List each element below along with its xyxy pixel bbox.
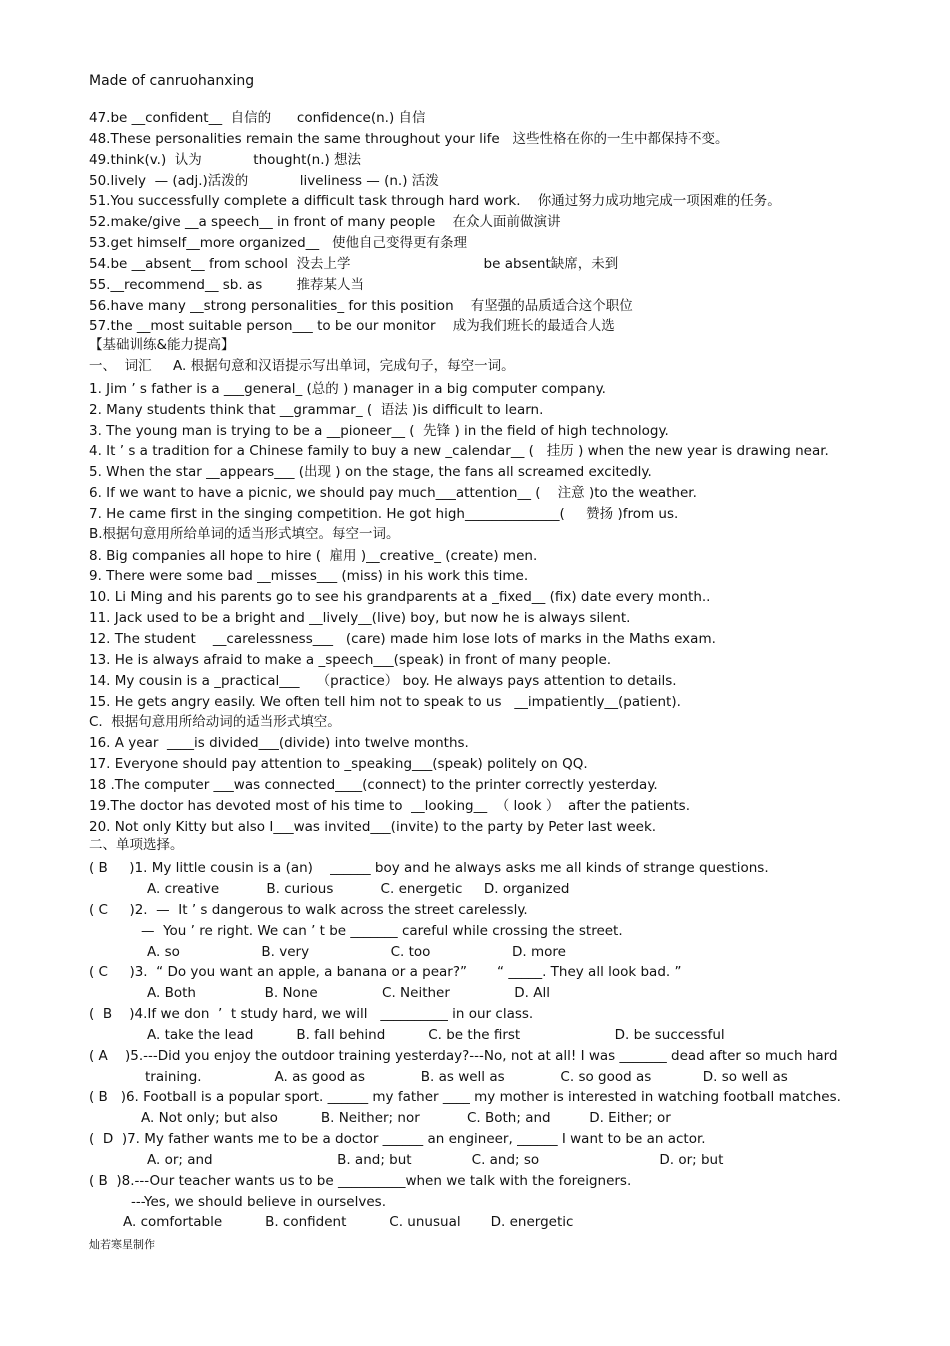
question-6-options: A. Not only; but also B. Neither; nor C. Both; and D. Either; or <box>141 1110 671 1126</box>
exercise-10: 10. Li Ming and his parents go to see his grandparents at a _fixed__ (fix) date every month.. <box>89 589 711 605</box>
question-1: ( B )1. My little cousin is a (an) ______ boy and he always asks me all kinds of strange questions. <box>89 860 769 876</box>
section-heading-c: C. 根据句意用所给动词的适当形式填空。 <box>89 714 341 730</box>
question-7: ( D )7. My father wants me to be a doctor ______ an engineer, ______ I want to be an actor. <box>89 1131 706 1147</box>
exercise-14: 14. My cousin is a _practical___ （practice） boy. He always pays attention to details. <box>89 673 677 689</box>
exercise-8: 8. Big companies all hope to hire ( 雇用 )__creative_ (create) men. <box>89 548 538 564</box>
exercise-3: 3. The young man is trying to be a __pioneer__ ( 先锋 ) in the field of high technology. <box>89 423 669 439</box>
section-heading-training: 【基础训练&能力提高】 <box>89 337 235 353</box>
question-4: ( B )4.If we don ’ t study hard, we will __________ in our class. <box>89 1006 534 1022</box>
vocab-line-51: 51.You successfully complete a difficult task through hard work. 你通过努力成功地完成一项困难的任务。 <box>89 193 781 209</box>
exercise-18: 18 .The computer ___was connected____(connect) to the printer correctly yesterday. <box>89 777 658 793</box>
question-3-options: A. Both B. None C. Neither D. All <box>147 985 550 1001</box>
exercise-1: 1. Jim ’ s father is a ___general_ (总的 ) manager in a big computer company. <box>89 381 606 397</box>
vocab-line-54: 54.be __absent__ from school 没去上学 be absent缺席，未到 <box>89 256 619 272</box>
question-5-options: training. A. as good as B. as well as C. so good as D. so well as <box>145 1069 788 1085</box>
vocab-line-49: 49.think(v.) 认为 thought(n.) 想法 <box>89 152 362 168</box>
question-8: ( B )8.---Our teacher wants us to be __________when we talk with the foreigners. <box>89 1173 632 1189</box>
exercise-2: 2. Many students think that __grammar_ ( 语法 )is difficult to learn. <box>89 402 544 418</box>
section-heading-vocab-a: 一、 词汇 A. 根据句意和汉语提示写出单词，完成句子，每空一词。 <box>89 358 515 374</box>
question-7-options: A. or; and B. and; but C. and; so D. or; but <box>147 1152 724 1168</box>
exercise-7: 7. He came first in the singing competition. He got high______________( 赞扬 )from us. <box>89 506 679 522</box>
vocab-line-57: 57.the __most suitable person___ to be our monitor 成为我们班长的最适合人选 <box>89 318 615 334</box>
question-3: ( C )3. “ Do you want an apple, a banana or a pear?” “ _____. They all look bad. ” <box>89 964 682 980</box>
question-1-options: A. creative B. curious C. energetic D. organized <box>147 881 570 897</box>
exercise-6: 6. If we want to have a picnic, we should pay much___attention__ ( 注意 )to the weather. <box>89 485 697 501</box>
document-header: Made of canruohanxing <box>89 73 255 89</box>
exercise-12: 12. The student __carelessness___ (care) made him lose lots of marks in the Maths exam. <box>89 631 716 647</box>
section-heading-b: B.根据句意用所给单词的适当形式填空。每空一词。 <box>89 526 400 542</box>
question-2: ( C )2. — It ’ s dangerous to walk across the street carelessly. <box>89 902 528 918</box>
exercise-20: 20. Not only Kitty but also I___was invited___(invite) to the party by Peter last week. <box>89 819 657 835</box>
section-heading-choice: 二、单项选择。 <box>89 837 184 853</box>
exercise-11: 11. Jack used to be a bright and __lively__(live) boy, but now he is always silent. <box>89 610 631 626</box>
question-2-reply: — You ’ re right. We can ’ t be _______ careful while crossing the street. <box>141 923 623 939</box>
vocab-line-48: 48.These personalities remain the same throughout your life 这些性格在你的一生中都保持不变。 <box>89 131 729 147</box>
exercise-16: 16. A year ____is divided___(divide) into twelve months. <box>89 735 469 751</box>
exercise-19: 19.The doctor has devoted most of his time to __looking__ （ look ） after the patients. <box>89 798 690 814</box>
question-4-options: A. take the lead B. fall behind C. be the first D. be successful <box>147 1027 725 1043</box>
exercise-5: 5. When the star __appears___ (出现 ) on the stage, the fans all screamed excitedly. <box>89 464 652 480</box>
question-5: ( A )5.---Did you enjoy the outdoor training yesterday?---No, not at all! I was _______ dead after so much hard <box>89 1048 838 1064</box>
vocab-line-56: 56.have many __strong personalities_ for this position 有坚强的品质适合这个职位 <box>89 298 633 314</box>
vocab-line-50: 50.lively — (adj.)活泼的 liveliness — (n.) 活泼 <box>89 173 439 189</box>
question-6: ( B )6. Football is a popular sport. ______ my father ____ my mother is interested in watching football matches. <box>89 1089 841 1105</box>
exercise-15: 15. He gets angry easily. We often tell him not to speak to us __impatiently__(patient). <box>89 694 681 710</box>
vocab-line-52: 52.make/give __a speech__ in front of many people 在众人面前做演讲 <box>89 214 561 230</box>
document-footer: 灿若寒星制作 <box>89 1238 155 1251</box>
exercise-13: 13. He is always afraid to make a _speech___(speak) in front of many people. <box>89 652 612 668</box>
question-8-options: A. comfortable B. confident C. unusual D. energetic <box>123 1214 574 1230</box>
exercise-17: 17. Everyone should pay attention to _speaking___(speak) politely on QQ. <box>89 756 588 772</box>
exercise-4: 4. It ’ s a tradition for a Chinese family to buy a new _calendar__ ( 挂历 ) when the new year is drawing near. <box>89 443 829 459</box>
vocab-line-47: 47.be __confident__ 自信的 confidence(n.) 自信 <box>89 110 426 126</box>
question-2-options: A. so B. very C. too D. more <box>147 944 566 960</box>
exercise-9: 9. There were some bad __misses___ (miss) in his work this time. <box>89 568 529 584</box>
question-8-reply: ---Yes, we should believe in ourselves. <box>131 1194 386 1210</box>
vocab-line-53: 53.get himself__more organized__ 使他自己变得更有条理 <box>89 235 468 251</box>
vocab-line-55: 55.__recommend__ sb. as 推荐某人当 <box>89 277 365 293</box>
